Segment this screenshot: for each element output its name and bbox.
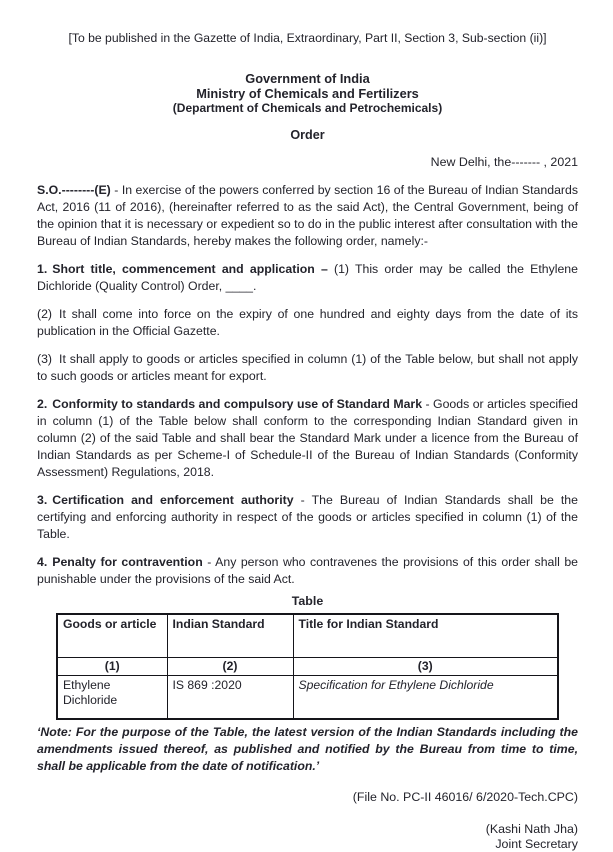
table-note: ‘Note: For the purpose of the Table, the latest version of the Indian Standards including the amendments issued thereof, as published and notified by the Bureau from time to time, shall be applicable from the date of notification.’ <box>37 725 578 773</box>
clause-title: Penalty for contravention <box>52 555 203 569</box>
clause-1-sub-3 <box>37 351 578 385</box>
dateline: New Delhi, the------- , 2021 <box>430 155 578 169</box>
table-row <box>57 676 558 720</box>
preamble-text: - In exercise of the powers conferred by section 16 of the Bureau of Indian Standards Act, 2016 (11 of 2016), (hereinafter referred to as the said Act), the Central Government, being of the opinion that it is necessary or expedient so to do in the public interest after consultation with the Bureau of Indian Standards, hereby makes the following order, namely:- <box>37 183 578 248</box>
standards-table <box>56 613 559 720</box>
column-number-1: (1) <box>57 658 167 676</box>
table-caption: Table <box>291 594 324 608</box>
clause-number: 2. <box>37 397 48 411</box>
table-header-row <box>57 614 558 658</box>
clause-body: - Goods or articles specified in column (1) of the Table below shall conform to the corresponding Indian Standard given in column (2) of the said Table and shall bear the Standard Mark under a licence from the Bureau of Indian Standards as per Scheme-I of Schedule-II of the Bureau of Indian Standards (Conformity Assessment) Regulations, 2018. <box>37 397 578 479</box>
clause-title: Certification and enforcement authority <box>52 493 294 507</box>
signature-block <box>37 822 578 852</box>
so-number: S.O.--------(E) <box>37 183 111 197</box>
signatory-name: (Kashi Nath Jha) <box>485 822 578 836</box>
header-cell-goods: Goods or article <box>57 614 167 658</box>
clause-2 <box>37 396 578 481</box>
document-header <box>37 71 578 116</box>
cell-standard: IS 869 :2020 <box>167 676 293 720</box>
clause-1-sub-2 <box>37 306 578 340</box>
column-number-row <box>57 658 558 676</box>
signatory-designation: Joint Secretary <box>495 837 578 851</box>
government-line: Government of India <box>245 71 370 86</box>
clause-number: 3. <box>37 493 48 507</box>
clause-number: 4. <box>37 555 48 569</box>
clause-number: 1. <box>37 262 48 276</box>
file-number: (File No. PC-II 46016/ 6/2020-Tech.CPC) <box>352 790 578 804</box>
clause-body: - The Bureau of Indian Standards shall be the certifying and enforcing authority in respect of the goods or articles specified in column (1) of the Table. <box>37 493 578 541</box>
cell-goods: Ethylene Dichloride <box>57 676 167 720</box>
department-line: (Department of Chemicals and Petrochemicals) <box>172 101 443 115</box>
clause-3 <box>37 492 578 543</box>
clause-1 <box>37 261 578 295</box>
clause-number: (2) <box>37 307 53 321</box>
cell-standard-title: Specification for Ethylene Dichloride <box>293 676 558 720</box>
clause-body: - Any person who contravenes the provisions of this order shall be punishable under the provisions of the said Act. <box>37 555 579 586</box>
header-cell-title: Title for Indian Standard <box>293 614 558 658</box>
clause-title: Short title, commencement and application – <box>52 262 328 276</box>
clause-4 <box>37 554 578 588</box>
clause-body: It shall apply to goods or articles specified in column (1) of the Table below, but shall not apply to such goods or articles meant for export. <box>37 352 578 383</box>
clause-body: (1) This order may be called the Ethylene Dichloride (Quality Control) Order, ____. <box>37 262 578 293</box>
preamble-paragraph <box>37 182 578 250</box>
header-cell-standard: Indian Standard <box>167 614 293 658</box>
ministry-line: Ministry of Chemicals and Fertilizers <box>196 86 419 101</box>
clause-body: It shall come into force on the expiry of one hundred and eighty days from the date of its publication in the Official Gazette. <box>37 307 578 338</box>
clause-number: (3) <box>37 352 53 366</box>
column-number-2: (2) <box>167 658 293 676</box>
clause-title: Conformity to standards and compulsory use of Standard Mark <box>52 397 423 411</box>
gazette-line: [To be published in the Gazette of India, Extraordinary, Part II, Section 3, Sub-section (ii)] <box>68 31 547 45</box>
column-number-3: (3) <box>293 658 558 676</box>
order-heading: Order <box>290 128 325 142</box>
